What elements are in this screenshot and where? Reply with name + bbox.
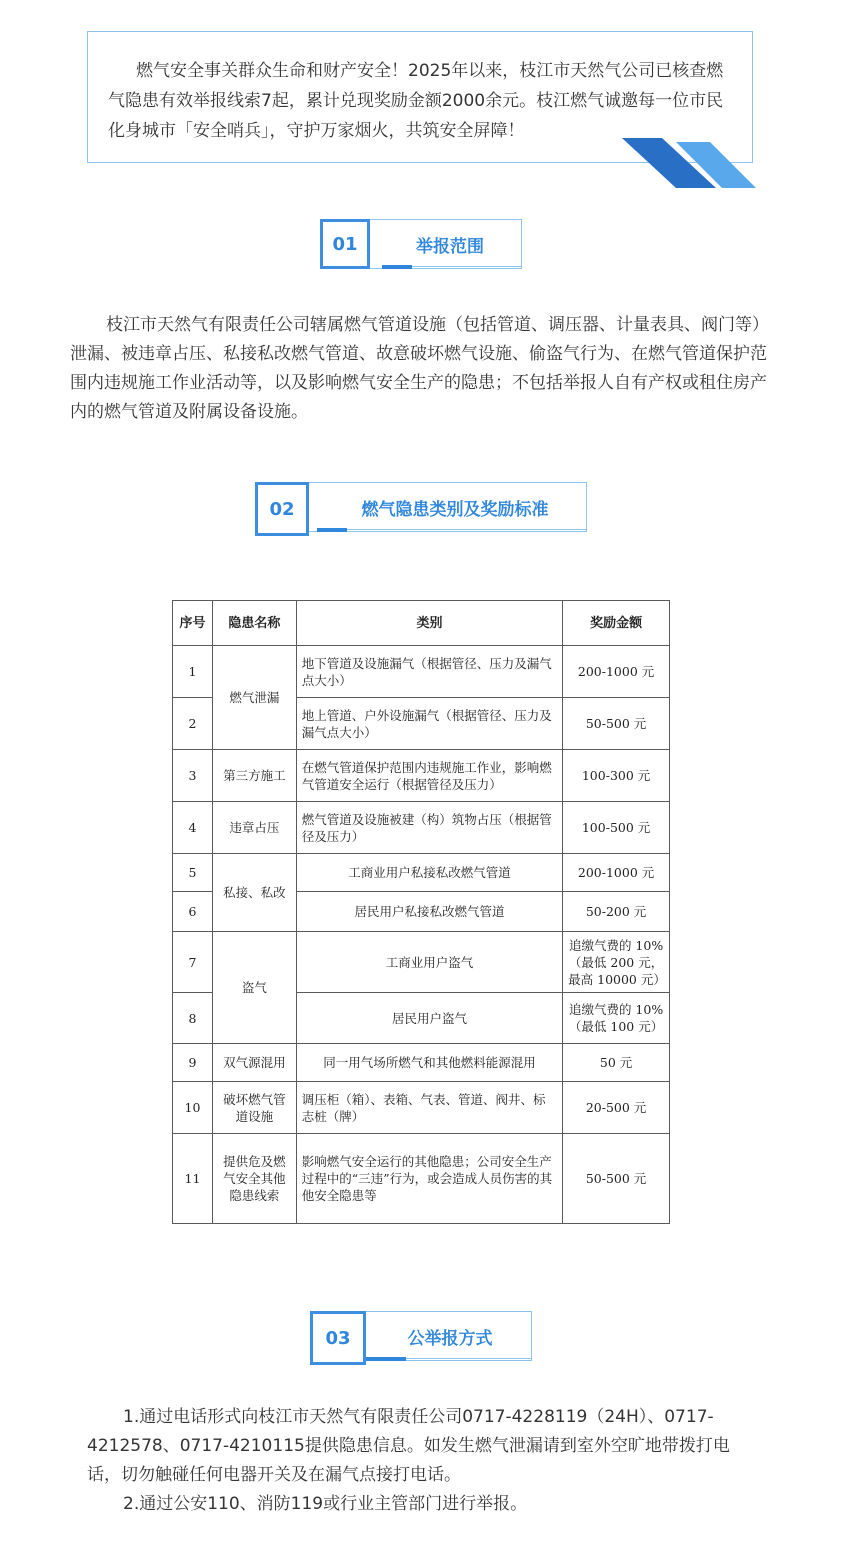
section-underline (317, 528, 347, 532)
row-category: 居民用户盗气 (296, 993, 562, 1044)
header-no: 序号 (173, 601, 213, 646)
section-underline (382, 265, 412, 269)
section-underline-thin (406, 1358, 532, 1359)
header-name: 隐患名称 (212, 601, 296, 646)
row-name: 违章占压 (212, 802, 296, 854)
section-02-heading (255, 482, 587, 538)
row-no: 11 (173, 1134, 213, 1224)
row-category: 工商业用户私接私改燃气管道 (296, 854, 562, 892)
row-name: 盗气 (212, 932, 296, 1044)
row-name: 提供危及燃气安全其他隐患线索 (212, 1134, 296, 1224)
table-row (173, 646, 670, 698)
row-no: 7 (173, 932, 213, 993)
row-no: 6 (173, 892, 213, 932)
row-category: 地上管道、户外设施漏气（根据管径、压力及漏气点大小） (296, 698, 562, 750)
row-reward: 200-1000 元 (563, 854, 670, 892)
row-no: 2 (173, 698, 213, 750)
table-row (173, 1044, 670, 1082)
row-category: 调压柜（箱）、表箱、气表、管道、阀井、标志桩（牌） (296, 1082, 562, 1134)
table-row (173, 1082, 670, 1134)
row-category: 居民用户私接私改燃气管道 (296, 892, 562, 932)
row-no: 8 (173, 993, 213, 1044)
table-row (173, 854, 670, 892)
row-reward: 100-500 元 (563, 802, 670, 854)
intro-text: 燃气安全事关群众生命和财产安全！2025年以来，枝江市天然气公司已核查燃气隐患有效举报线索7起，累计兑现奖励金额2000余元。枝江燃气诚邀每一位市民化身城市「安全哨兵」，守护万家烟火，共筑安全屏障！ (108, 61, 724, 141)
table-row (173, 802, 670, 854)
row-no: 9 (173, 1044, 213, 1082)
row-name: 私接、私改 (212, 854, 296, 932)
section-underline (366, 1357, 406, 1361)
section-03-line-1: 1.通过电话形式向枝江市天然气有限责任公司0717-4228119（24H）、0717-4212578、0717-4210115提供隐患信息。如发生燃气泄漏请到室外空旷地带拨打电话，切勿触碰任何电器开关及在漏气点接打电话。 (87, 1407, 730, 1485)
row-no: 10 (173, 1082, 213, 1134)
row-reward: 追缴气费的 10%（最低 100 元） (563, 993, 670, 1044)
section-number: 02 (255, 482, 309, 536)
row-no: 1 (173, 646, 213, 698)
section-number: 03 (310, 1311, 366, 1365)
row-name: 破坏燃气管道设施 (212, 1082, 296, 1134)
header-reward: 奖励金额 (563, 601, 670, 646)
row-name: 双气源混用 (212, 1044, 296, 1082)
row-reward: 50-200 元 (563, 892, 670, 932)
row-category: 地下管道及设施漏气（根据管径、压力及漏气点大小） (296, 646, 562, 698)
row-reward: 50-500 元 (563, 1134, 670, 1224)
row-category: 燃气管道及设施被建（构）筑物占压（根据管径及压力） (296, 802, 562, 854)
row-reward: 50-500 元 (563, 698, 670, 750)
section-03-line-2: 2.通过公安110、消防119或行业主管部门进行举报。 (123, 1494, 528, 1514)
row-no: 3 (173, 750, 213, 802)
section-01-heading (320, 219, 522, 275)
row-reward: 50 元 (563, 1044, 670, 1082)
section-underline-thin (412, 266, 522, 267)
row-reward: 20-500 元 (563, 1082, 670, 1134)
row-no: 5 (173, 854, 213, 892)
section-title: 举报范围 (416, 236, 484, 257)
table-row (173, 750, 670, 802)
row-category: 工商业用户盗气 (296, 932, 562, 993)
row-category: 在燃气管道保护范围内违规施工作业，影响燃气管道安全运行（根据管径及压力） (296, 750, 562, 802)
section-number: 01 (320, 219, 370, 269)
header-category: 类别 (296, 601, 562, 646)
section-title: 公举报方式 (407, 1328, 493, 1349)
reward-table (172, 600, 670, 1224)
row-name: 第三方施工 (212, 750, 296, 802)
row-reward: 200-1000 元 (563, 646, 670, 698)
row-no: 4 (173, 802, 213, 854)
row-name: 燃气泄漏 (212, 646, 296, 750)
section-03-heading (310, 1311, 532, 1367)
section-underline-thin (347, 529, 587, 530)
row-reward: 追缴气费的 10%（最低 200 元，最高 10000 元） (563, 932, 670, 993)
table-header-row (173, 601, 670, 646)
table-row (173, 1134, 670, 1224)
row-category: 影响燃气安全运行的其他隐患；公司安全生产过程中的“三违”行为，或会造成人员伤害的其他安全隐患等 (296, 1134, 562, 1224)
section-01-body: 枝江市天然气有限责任公司辖属燃气管道设施（包括管道、调压器、计量表具、阀门等）泄漏、被违章占压、私接私改燃气管道、故意破坏燃气设施、偷盗气行为、在燃气管道保护范围内违规施工作业活动等，以及影响燃气安全生产的隐患；不包括举报人自有产权或租住房产内的燃气管道及附属设备设施。 (70, 315, 769, 422)
table-row (173, 932, 670, 993)
row-category: 同一用气场所燃气和其他燃料能源混用 (296, 1044, 562, 1082)
section-title: 燃气隐患类别及奖励标准 (361, 499, 549, 520)
decorative-stripes-icon (620, 138, 760, 192)
row-reward: 100-300 元 (563, 750, 670, 802)
